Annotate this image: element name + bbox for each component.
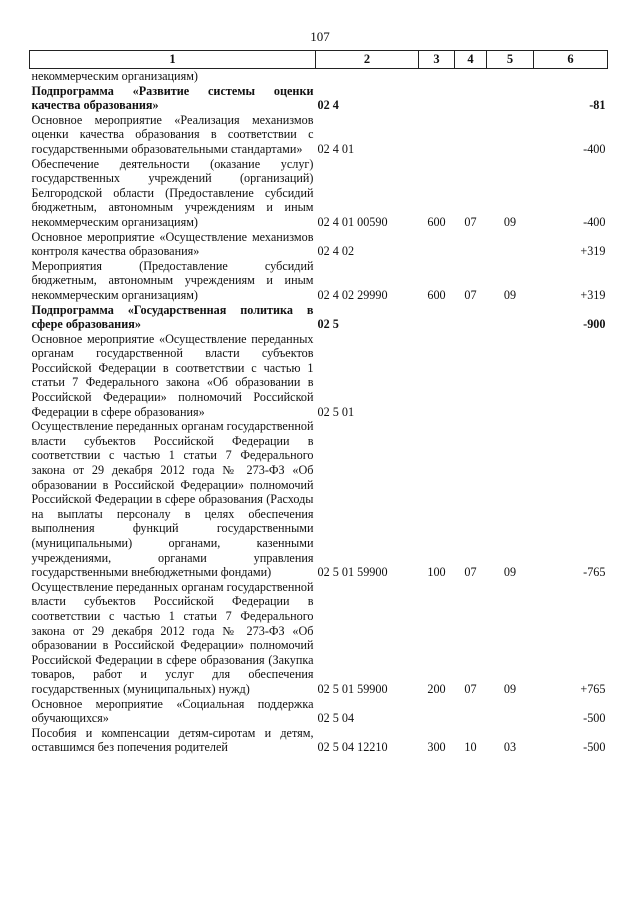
row-subsection <box>487 697 534 726</box>
table-row <box>30 230 608 259</box>
table-row <box>30 580 608 697</box>
row-description: Основное мероприятие «Осуществление механизмов контроля качества образования» <box>31 229 314 259</box>
row-section: 07 <box>464 565 477 580</box>
row-code: 02 5 04 <box>317 711 355 726</box>
table-row <box>30 113 608 157</box>
row-section <box>455 697 487 726</box>
row-amount: -500 <box>583 740 606 755</box>
row-amount: -81 <box>589 98 606 113</box>
row-section <box>455 69 487 84</box>
row-amount: -400 <box>583 214 606 229</box>
row-subsection: 09 <box>503 681 517 696</box>
table-row <box>30 157 608 230</box>
row-amount: +319 <box>580 287 606 302</box>
row-expense-type <box>419 332 455 420</box>
column-header-3: 3 <box>419 51 455 69</box>
row-subsection <box>487 113 534 157</box>
row-description: Обеспечение деятельности (оказание услуг) государственных учреждений (организаций) Белгородской области (Предоставление субсидий бюджетным, автономным учреждениям и иным некоммерческим организациям) <box>31 156 314 229</box>
row-expense-type <box>419 113 455 157</box>
page-number: 107 <box>310 29 330 44</box>
row-subsection: 09 <box>503 214 517 229</box>
row-code: 02 4 01 00590 <box>317 214 388 229</box>
row-section: 10 <box>464 740 477 755</box>
row-amount: +319 <box>580 244 606 259</box>
header-row <box>30 51 608 69</box>
row-subsection <box>487 303 534 332</box>
table-row <box>30 419 608 580</box>
row-subsection: 09 <box>503 287 517 302</box>
row-description: Основное мероприятие «Осуществление переданных органам государственной власти субъектов Российской Федерации в соответствии с частью 1 статьи 7 Федерального закона «Об образовании в Российской Федерации» полномочий Российской Федерации в сфере образования» <box>31 331 314 419</box>
column-header-1: 1 <box>30 51 316 69</box>
row-section: 07 <box>464 214 477 229</box>
row-subsection <box>487 84 534 113</box>
row-section <box>455 332 487 420</box>
row-code: 02 4 01 <box>317 141 355 156</box>
row-expense-type: 600 <box>427 287 446 302</box>
row-expense-type: 300 <box>427 740 446 755</box>
row-expense-type: 200 <box>427 681 446 696</box>
row-code: 02 4 02 29990 <box>317 287 388 302</box>
row-section <box>455 230 487 259</box>
row-description: Подпрограмма «Развитие системы оценки качества образования» <box>31 83 314 113</box>
table-row <box>30 332 608 420</box>
table-row <box>30 69 608 84</box>
row-amount: +765 <box>580 681 606 696</box>
row-expense-type <box>419 230 455 259</box>
row-amount <box>534 69 608 84</box>
row-description: Пособия и компенсации детям-сиротам и детям, оставшимся без попечения родителей <box>31 725 314 755</box>
row-description: Осуществление переданных органам государственной власти субъектов Российской Федерации в соответствии с частью 1 статьи 7 Федерального закона от 29 декабря 2012 года № 273-ФЗ «Об образовании в Российской Федерации» полномочий Российской Федерации в сфере образования (Закупка товаров, работ и услуг для обеспечения государственных (муниципальных) нужд) <box>31 579 314 696</box>
row-code: 02 5 01 59900 <box>317 565 388 580</box>
table-row <box>30 84 608 113</box>
row-code: 02 5 01 <box>317 404 355 419</box>
row-description: Мероприятия (Предоставление субсидий бюджетным, автономным учреждениям и иным некоммерческим организациям) <box>31 258 314 302</box>
row-amount: -400 <box>583 141 606 156</box>
row-section <box>455 303 487 332</box>
row-subsection <box>487 230 534 259</box>
row-description: Основное мероприятие «Социальная поддержка обучающихся» <box>31 696 314 726</box>
row-expense-type <box>419 69 455 84</box>
row-subsection <box>487 69 534 84</box>
column-header-5: 5 <box>487 51 534 69</box>
row-code: 02 5 04 12210 <box>317 740 388 755</box>
row-amount: -765 <box>583 565 606 580</box>
row-subsection: 09 <box>503 565 517 580</box>
row-code: 02 4 <box>317 98 339 113</box>
table-row <box>30 697 608 726</box>
row-section: 07 <box>464 681 477 696</box>
row-subsection: 03 <box>503 740 517 755</box>
row-code <box>316 69 419 84</box>
table-row <box>30 726 608 755</box>
row-description: Подпрограмма «Государственная политика в сфере образования» <box>31 302 314 332</box>
table-row <box>30 259 608 303</box>
row-description: некоммерческим организациям) <box>31 69 198 83</box>
row-description: Осуществление переданных органам государственной власти субъектов Российской Федерации в соответствии с частью 1 статьи 7 Федерального закона от 29 декабря 2012 года № 273-ФЗ «Об образовании в Российской Федерации» полномочий Российской Федерации в сфере образования (Расходы на выплаты персоналу в целях обеспечения выполнения функций государственными (муниципальными) органами, казенными учреждениями, органами управления государственными внебюджетными фондами) <box>31 419 314 580</box>
row-code: 02 5 <box>317 317 339 332</box>
row-expense-type: 600 <box>427 214 446 229</box>
row-expense-type <box>419 303 455 332</box>
row-description: Основное мероприятие «Реализация механизмов оценки качества образования в соответствии с государственными образовательными стандартами» <box>31 112 314 156</box>
row-expense-type: 100 <box>427 565 446 580</box>
column-header-2: 2 <box>316 51 419 69</box>
row-amount: -500 <box>583 711 606 726</box>
row-amount <box>534 332 608 420</box>
row-section: 07 <box>464 287 477 302</box>
column-header-4: 4 <box>455 51 487 69</box>
row-subsection <box>487 332 534 420</box>
row-section <box>455 113 487 157</box>
row-section <box>455 84 487 113</box>
row-expense-type <box>419 84 455 113</box>
budget-table <box>29 50 608 755</box>
table-row <box>30 303 608 332</box>
row-code: 02 5 01 59900 <box>317 681 388 696</box>
row-amount: -900 <box>583 317 606 332</box>
row-code: 02 4 02 <box>317 244 355 259</box>
column-header-6: 6 <box>534 51 608 69</box>
row-expense-type <box>419 697 455 726</box>
